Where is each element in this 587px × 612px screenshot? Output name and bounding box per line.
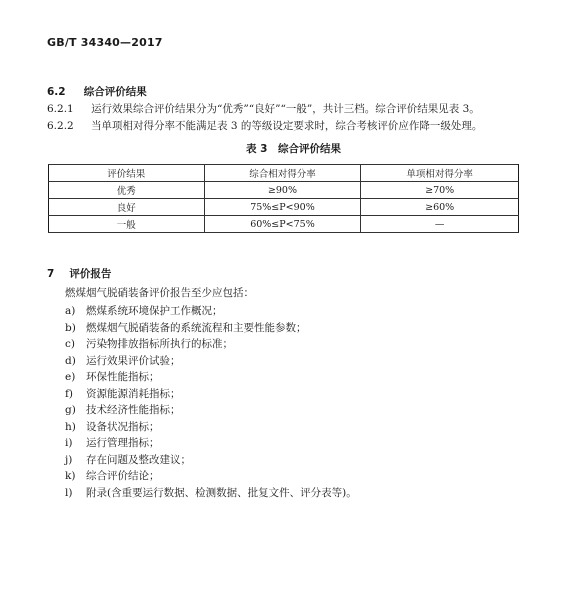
list-item (65, 386, 357, 403)
table-cell: 75%≤P<90% (204, 199, 361, 216)
list-item (65, 369, 357, 386)
table-cell: 一般 (49, 216, 205, 233)
clause-6-2-2 (47, 118, 482, 133)
section-6-2-heading (47, 80, 147, 99)
list-item (65, 303, 357, 320)
table-cell: ≥60% (361, 199, 519, 216)
table-header-cell: 单项相对得分率 (361, 165, 519, 182)
clause-number: 6.2.2 (47, 120, 74, 132)
list-item-text: 运行管理指标； (86, 437, 160, 449)
list-marker: b) (65, 321, 76, 334)
list-marker: e) (65, 371, 76, 383)
list-item-text: 存在问题及整改建议； (86, 453, 191, 466)
list-item (65, 336, 357, 353)
table-cell: 优秀 (49, 182, 205, 199)
table-row (49, 182, 519, 199)
list-item (65, 353, 357, 370)
list-item (65, 419, 357, 436)
clause-text: 运行效果综合评价结果分为“优秀”“良好”“一般”，共计三档。综合评价结果见表 3。 (91, 103, 480, 115)
section-title: 综合评价结果 (83, 86, 147, 98)
table-header-cell: 综合相对得分率 (204, 165, 361, 182)
table-header-row (49, 165, 519, 182)
list-item-text: 污染物排放指标所执行的标准； (86, 338, 233, 350)
section-7-intro: 燃煤烟气脱硝装备评价报告至少应包括： (65, 287, 254, 299)
list-marker: f) (65, 387, 73, 400)
list-item (65, 435, 357, 452)
clause-number: 6.2.1 (47, 103, 74, 115)
list-marker: i) (65, 437, 73, 449)
clause-6-2-1 (47, 101, 480, 116)
table-caption: 表 3 综合评价结果 (246, 143, 341, 155)
table-row (49, 216, 519, 233)
list-marker: c) (65, 338, 75, 350)
table-row (49, 199, 519, 216)
list-item-text: 设备状况指标； (86, 420, 160, 433)
table-cell: ≥70% (361, 182, 519, 199)
list-item-text: 运行效果评价试验； (86, 354, 181, 367)
list-marker: h) (65, 420, 76, 433)
list-item (65, 402, 357, 419)
list-item (65, 320, 357, 337)
section-number: 6.2 (47, 86, 66, 98)
table-header-cell: 评价结果 (49, 165, 205, 182)
table-cell: 良好 (49, 199, 205, 216)
list-item-text: 综合评价结论； (86, 470, 160, 482)
list-item-text: 燃煤烟气脱硝装备的系统流程和主要性能参数； (86, 321, 307, 334)
report-items-list (65, 303, 357, 501)
list-marker: a) (65, 305, 76, 317)
list-item (65, 485, 357, 502)
table-cell: 60%≤P<75% (204, 216, 361, 233)
section-title: 评价报告 (69, 268, 112, 280)
table-cell: ≥90% (204, 182, 361, 199)
table-cell: — (361, 216, 519, 233)
list-item-text: 附录(含重要运行数据、检测数据、批复文件、评分表等)。 (86, 486, 357, 499)
section-number: 7 (47, 268, 55, 280)
list-item (65, 452, 357, 469)
list-item-text: 燃煤系统环境保护工作概况； (86, 305, 223, 317)
list-marker: k) (65, 470, 76, 482)
section-7-heading (47, 262, 111, 281)
list-item-text: 资源能源消耗指标； (86, 387, 181, 400)
clause-text: 当单项相对得分率不能满足表 3 的等级设定要求时，综合考核评价应作降一级处理。 (91, 120, 483, 132)
list-item-text: 技术经济性能指标； (86, 404, 181, 416)
list-item-text: 环保性能指标； (86, 371, 160, 383)
list-marker: l) (65, 486, 73, 499)
evaluation-table (48, 164, 519, 233)
standard-number: GB/T 34340—2017 (47, 36, 163, 49)
list-marker: j) (65, 453, 73, 466)
list-marker: g) (65, 404, 76, 416)
list-marker: d) (65, 354, 76, 367)
list-item (65, 468, 357, 485)
